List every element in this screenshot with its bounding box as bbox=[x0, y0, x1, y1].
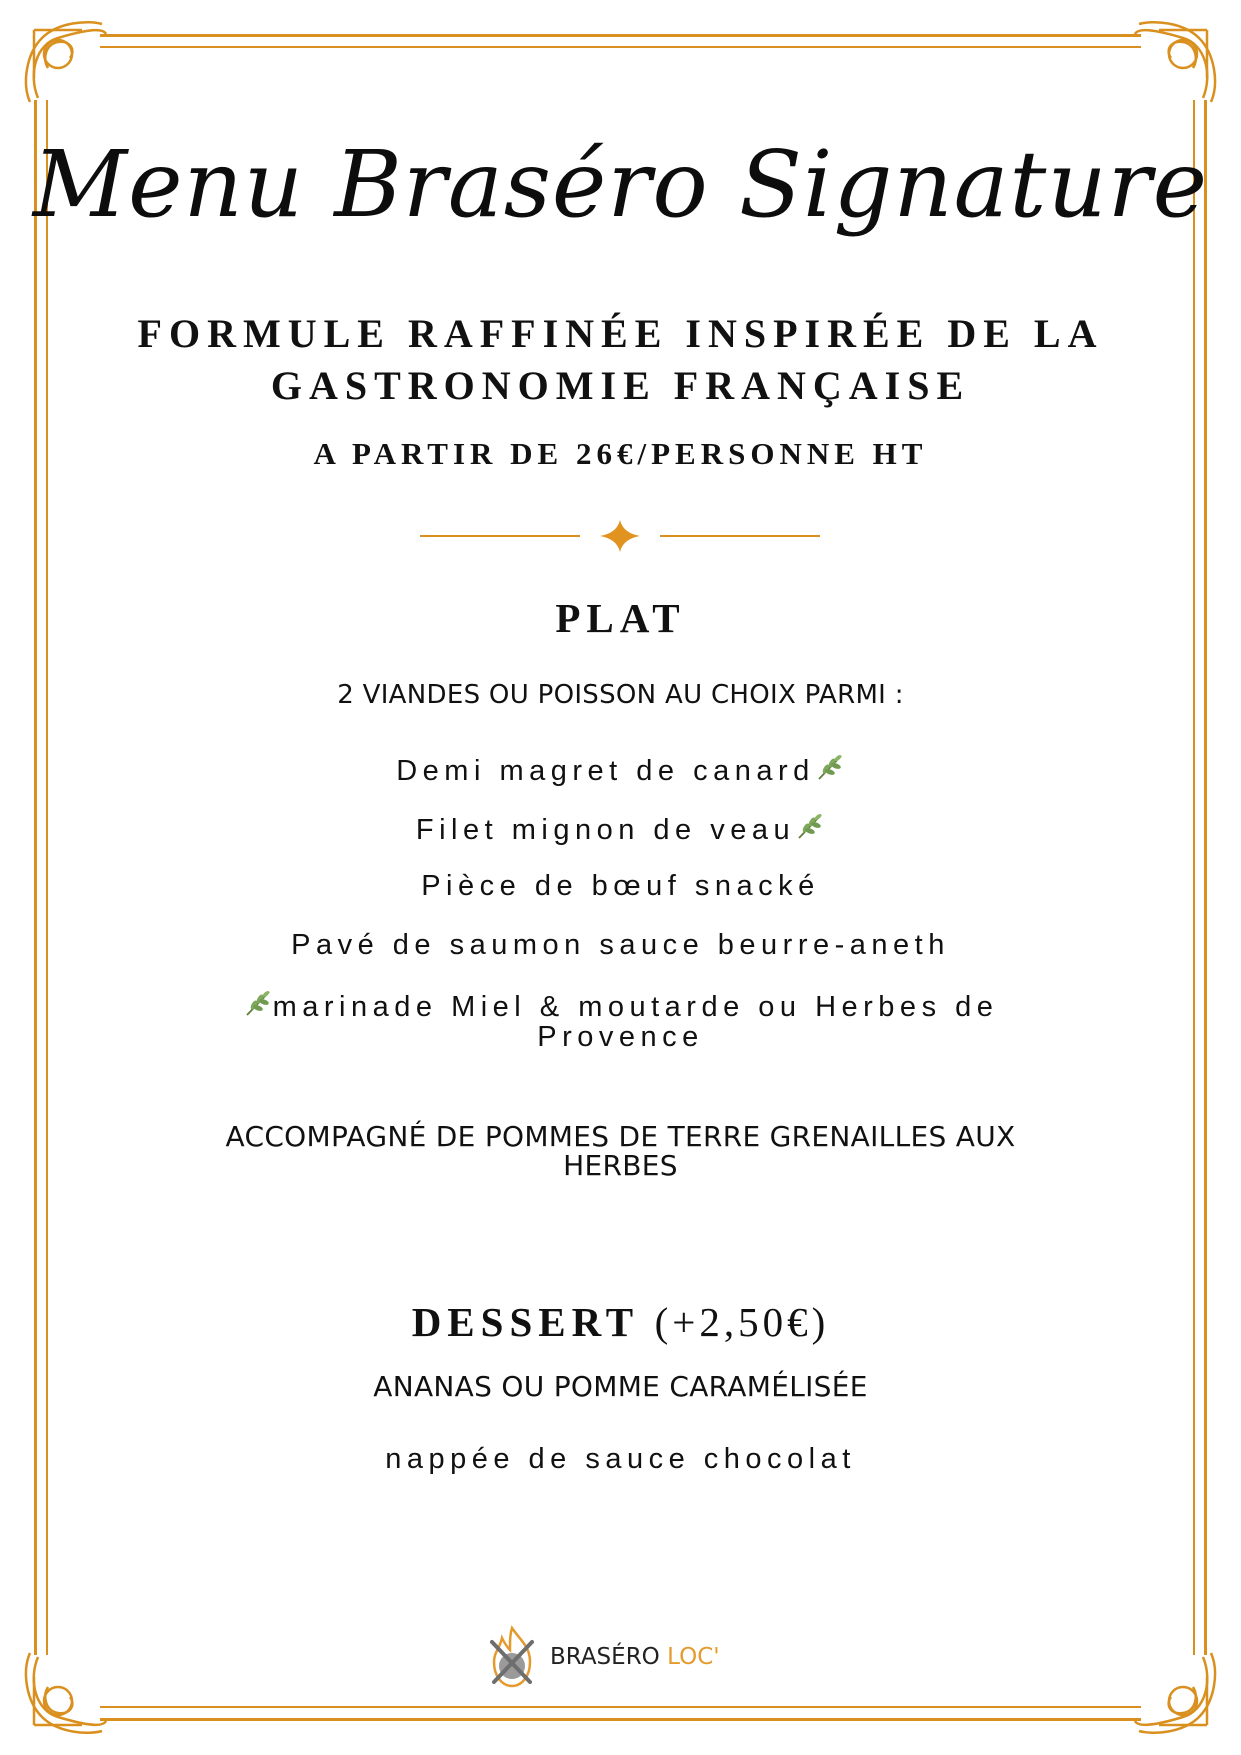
marinade-line-2: Provence bbox=[537, 1021, 704, 1053]
corner-ornament-bottom-right bbox=[1127, 1645, 1223, 1741]
herb-sprig-icon bbox=[815, 752, 845, 782]
plat-heading: PLAT bbox=[555, 595, 686, 641]
corner-ornament-bottom-left bbox=[18, 1645, 114, 1741]
frame-top-outer bbox=[100, 34, 1141, 37]
herb-sprig-icon bbox=[795, 811, 825, 841]
logo-word-brasero: BRASÉRO bbox=[550, 1644, 660, 1670]
ornamental-divider bbox=[420, 520, 820, 552]
menu-subtitle bbox=[0, 308, 1241, 412]
menu-price: A PARTIR DE 26€/PERSONNE HT bbox=[313, 436, 928, 471]
dessert-title: DESSERT bbox=[411, 1299, 639, 1345]
item-pave-de-saumon: Pavé de saumon sauce beurre-aneth bbox=[291, 929, 950, 961]
corner-ornament-top-right bbox=[1127, 14, 1223, 110]
flame-crossed-utensils-icon bbox=[484, 1624, 540, 1690]
logo-wordmark bbox=[550, 1644, 720, 1670]
frame-bottom-inner bbox=[100, 1706, 1141, 1708]
dessert-heading bbox=[0, 1298, 1241, 1346]
marinade-note bbox=[0, 988, 1241, 1052]
side-dish bbox=[0, 1122, 1241, 1180]
brand-logo bbox=[484, 1622, 720, 1692]
side-dish-line-2: HERBES bbox=[563, 1149, 678, 1182]
dessert-description: nappée de sauce chocolat bbox=[385, 1443, 856, 1475]
side-dish-line-1: ACCOMPAGNÉ DE POMMES DE TERRE GRENAILLES AUX bbox=[225, 1120, 1016, 1153]
plat-choice-label: 2 VIANDES OU POISSON AU CHOIX PARMI : bbox=[337, 680, 904, 710]
marinade-line-1: marinade Miel & moutarde ou Herbes de bbox=[272, 991, 999, 1023]
frame-top-inner bbox=[100, 46, 1141, 48]
dessert-price-note: (+2,50€) bbox=[654, 1299, 830, 1345]
subtitle-line-1: FORMULE RAFFINÉE INSPIRÉE DE LA bbox=[137, 311, 1104, 356]
corner-ornament-top-left bbox=[18, 14, 114, 110]
dessert-name: ANANAS OU POMME CARAMÉLISÉE bbox=[373, 1370, 868, 1403]
star-icon bbox=[600, 520, 640, 552]
list-item bbox=[0, 752, 1241, 788]
list-item bbox=[0, 811, 1241, 847]
herb-sprig-icon bbox=[243, 988, 273, 1018]
logo-word-loc: LOC' bbox=[667, 1644, 720, 1670]
item-demi-magret: Demi magret de canard bbox=[396, 755, 815, 787]
subtitle-line-2: GASTRONOMIE FRANÇAISE bbox=[270, 363, 971, 408]
frame-bottom-outer bbox=[100, 1718, 1141, 1721]
menu-title: Menu Braséro Signature bbox=[32, 131, 1209, 238]
item-filet-mignon: Filet mignon de veau bbox=[415, 814, 796, 846]
item-piece-de-boeuf: Pièce de bœuf snacké bbox=[421, 870, 820, 902]
